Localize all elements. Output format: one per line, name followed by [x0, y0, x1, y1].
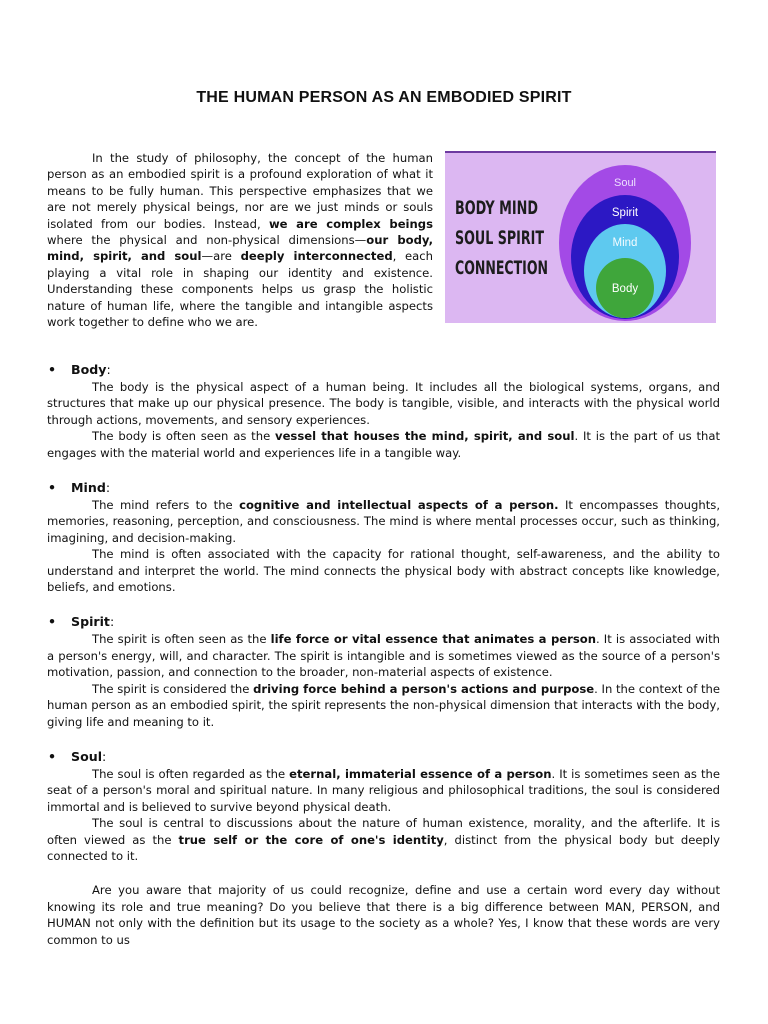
mind-paragraph-1 — [47, 497, 720, 546]
heading-colon: : — [102, 748, 107, 764]
bold-text: vessel that houses the mind, spirit, and soul — [275, 429, 575, 444]
heading-text: Mind — [71, 480, 106, 496]
bullet-icon: • — [48, 748, 57, 764]
text: The spirit is considered the — [92, 681, 254, 696]
body-paragraph-2 — [47, 428, 720, 461]
heading-text: Body — [71, 362, 107, 377]
figure-heading-line-2: SOUL SPIRIT — [455, 227, 545, 249]
section-heading-body — [47, 361, 720, 379]
body-mind-soul-spirit-figure — [445, 151, 716, 323]
text: The spirit is often seen as the — [92, 632, 271, 647]
heading-colon: : — [106, 362, 111, 377]
intro-text-4: , each playing a vital role in shaping our identity and existence. Understanding these components helps us grasp the holistic nature of human life, where the tangible and intangible aspects work together to define who we are. — [47, 249, 433, 330]
heading-text: Spirit — [71, 614, 110, 630]
section-heading-spirit — [47, 613, 720, 631]
text: , distinct from the physical body but deeply connected to it. — [47, 832, 720, 863]
text: It encompasses thoughts, memories, reasoning, perception, and consciousness. The mind is where mental processes occur, such as thinking, imagining, and decision-making. — [47, 498, 721, 545]
section-heading-mind — [47, 479, 720, 497]
bold-text: driving force behind a person's actions and purpose — [253, 681, 595, 696]
heading-colon: : — [109, 614, 115, 630]
spirit-label: Spirit — [611, 207, 639, 219]
soul-paragraph-2 — [47, 815, 720, 864]
figure-top-border — [445, 151, 716, 153]
soul-paragraph-1 — [47, 766, 720, 815]
intro-paragraph — [47, 150, 433, 330]
intro-text-3: —are — [201, 249, 241, 264]
intro-bold-1: we are complex beings — [268, 216, 433, 231]
text: . In the context of the human person as an embodied spirit, the spirit represents the non-physical dimension that interacts with the body, giving life and meaning to it. — [47, 681, 720, 729]
bullet-icon: • — [48, 614, 57, 630]
section-mind — [47, 479, 720, 595]
body-label: Body — [611, 283, 639, 295]
intro-bold-2: our body, mind, spirit, and soul — [47, 233, 433, 264]
bullet-icon: • — [48, 362, 57, 377]
closing-paragraph: Are you aware that majority of us could recognize, define and use a certain word every day without knowing its role and true meaning? Do you believe that there is a big difference between MAN, PERSON, and HUMAN not only with the definition but its usage to the society as a whole? Yes, I know that these words are very common to us — [47, 883, 720, 947]
bold-text: eternal, immaterial essence of a person — [289, 766, 552, 781]
bullet-icon: • — [48, 480, 57, 496]
bold-text: life force or vital essence that animates a person — [270, 632, 596, 647]
figure-heading-line-1: BODY MIND — [455, 197, 538, 219]
mind-paragraph-2: The mind is often associated with the capacity for rational thought, self-awareness, and the ability to understand and interpret the world. The mind connects the physical body with abstract concepts like knowledge, beliefs, and emotions. — [47, 547, 720, 595]
section-soul — [47, 748, 720, 864]
heading-colon: : — [105, 480, 111, 496]
nested-circles-diagram — [445, 151, 716, 323]
text: The soul is often regarded as the — [92, 766, 290, 781]
main-content — [47, 361, 720, 948]
bold-text: true self or the core of one's identity — [178, 832, 444, 847]
intro-text-2: where the physical and non-physical dimensions— — [47, 233, 367, 248]
soul-label: Soul — [613, 177, 637, 189]
mind-label: Mind — [612, 237, 638, 249]
spirit-paragraph-1 — [47, 631, 720, 680]
section-body — [47, 361, 720, 461]
bold-text: cognitive and intellectual aspects of a person. — [239, 498, 559, 513]
figure-heading-line-3: CONNECTION — [455, 257, 548, 279]
body-paragraph-1: The body is the physical aspect of a human being. It includes all the biological systems, organs, and structures that make up our physical presence. The body is tangible, visible, and interacts with the physical world through actions, movements, and sensory experiences. — [47, 380, 720, 427]
heading-text: Soul — [71, 748, 103, 764]
intro-bold-3: deeply interconnected — [240, 249, 393, 264]
text: . It is the part of us that engages with the material world and experiences life in a tangible way. — [47, 429, 720, 460]
page-title: THE HUMAN PERSON AS AN EMBODIED SPIRIT — [196, 89, 572, 106]
text: The mind refers to the — [92, 498, 240, 513]
section-heading-soul — [47, 748, 720, 766]
text: The body is often seen as the — [92, 429, 276, 444]
spirit-paragraph-2 — [47, 681, 720, 730]
text: The soul is central to discussions about the nature of human existence, morality, and the afterlife. It is often viewed as the — [47, 816, 720, 847]
text: . It is sometimes seen as the seat of a person's moral and spiritual nature. In many religious and philosophical traditions, the soul is considered immortal and is believed to survive beyond physical death. — [47, 766, 720, 814]
closing-section — [47, 882, 720, 948]
text: . It is associated with a person's energy, will, and character. The spirit is intangible and is sometimes viewed as the source of a person's motivation, passion, and connection to the broader, non-material aspects of existence. — [47, 632, 720, 680]
intro-text-1: In the study of philosophy, the concept of the human person as an embodied spirit is a profound exploration of what it means to be fully human. This perspective emphasizes that we are not merely physical beings, nor are we just minds or souls isolated from our bodies. Instead, — [47, 151, 433, 231]
section-spirit — [47, 613, 720, 729]
